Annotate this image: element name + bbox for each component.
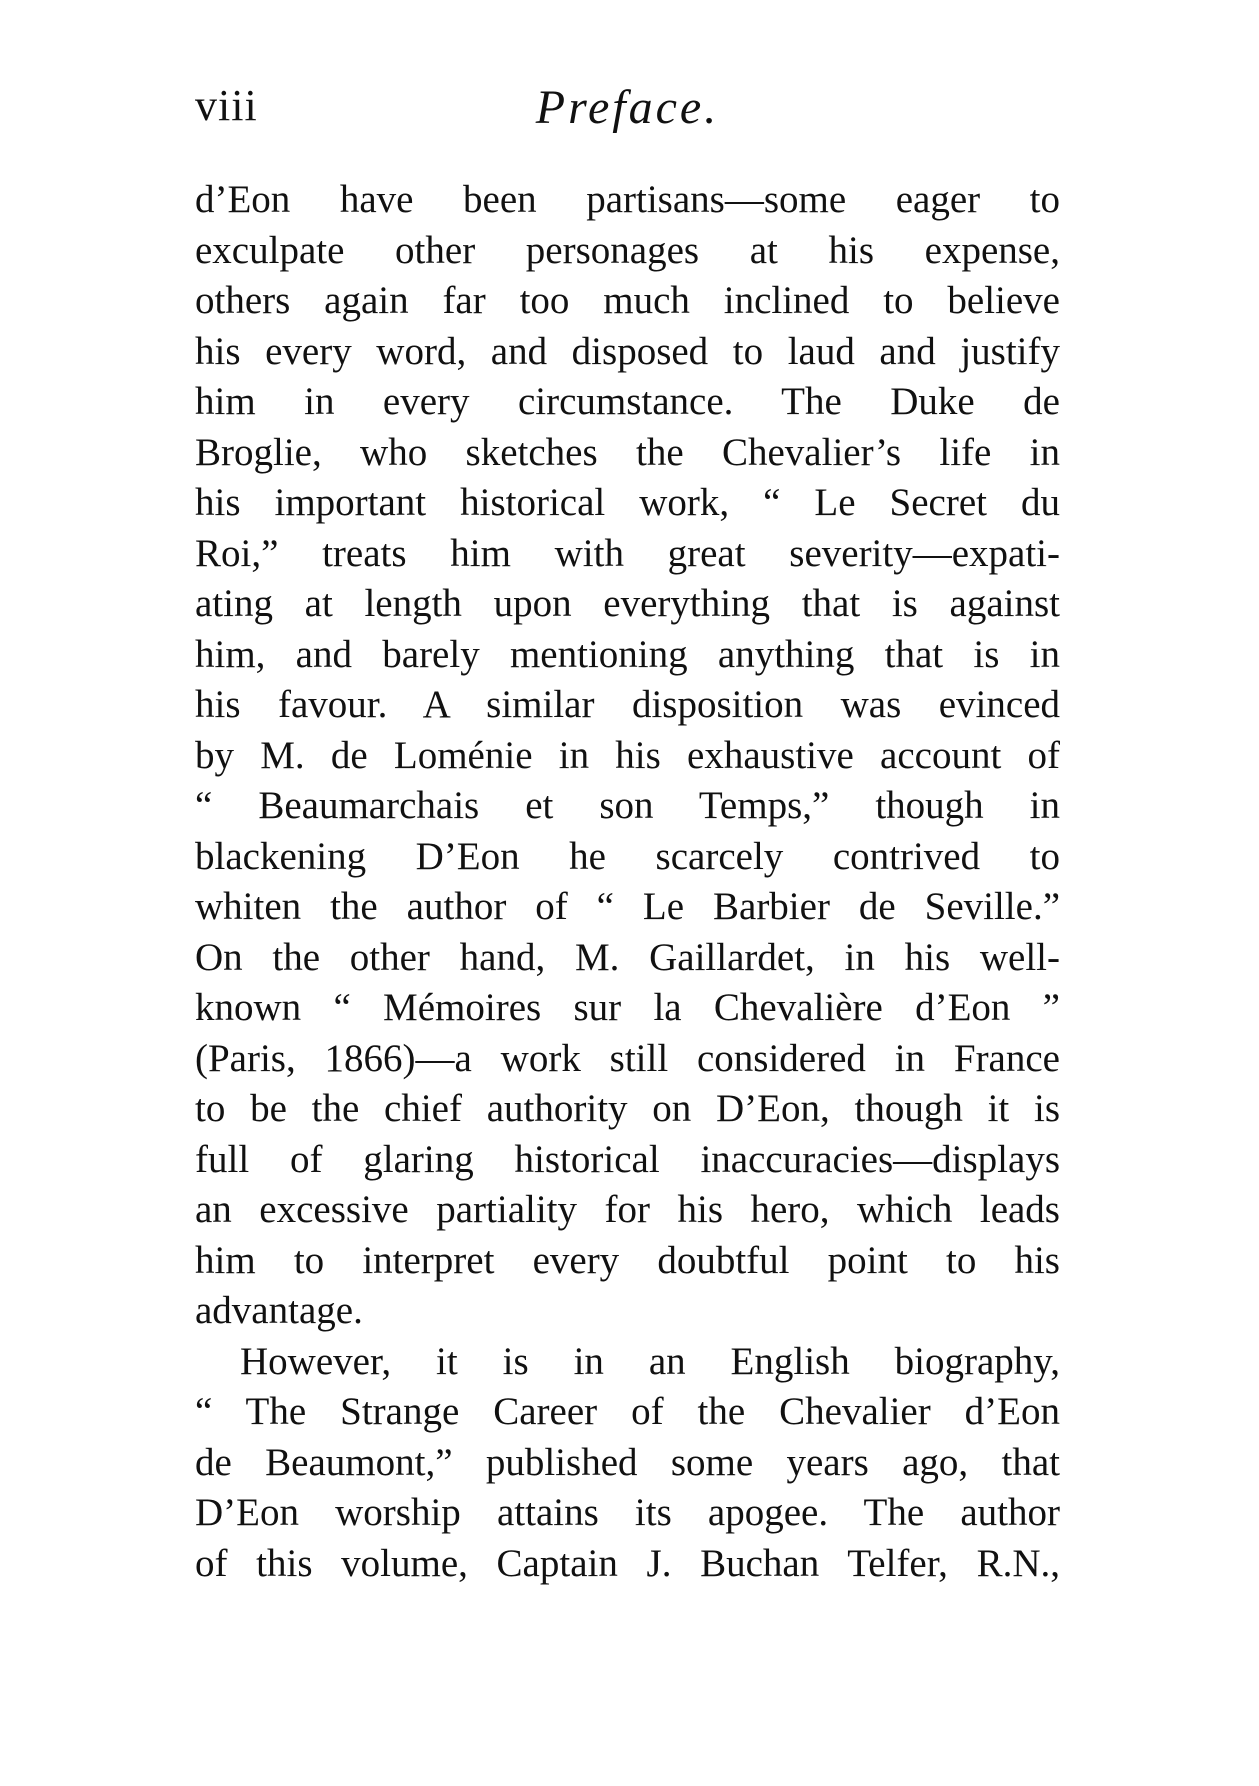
- running-head: [195, 80, 1060, 142]
- text-line: known “ Mémoires sur la Chevalière d’Eon ”: [195, 986, 1060, 1029]
- text-line: him, and barely mentioning anything that is in: [195, 632, 1060, 676]
- text-line: his favour. A similar disposition was evinced: [195, 683, 1060, 726]
- text-line: advantage.: [195, 1289, 363, 1332]
- text-line: de Beaumont,” published some years ago, that: [195, 1440, 1060, 1484]
- text-line: him in every circumstance. The Duke de: [195, 380, 1060, 423]
- text-line: others again far too much inclined to believe: [195, 279, 1060, 322]
- text-line: of this volume, Captain J. Buchan Telfer, R.N.,: [195, 1541, 1060, 1585]
- text-line: an excessive partiality for his hero, which leads: [195, 1188, 1060, 1231]
- text-line: Roi,” treats him with great severity—expati-: [195, 531, 1060, 575]
- text-line: blackening D’Eon he scarcely contrived to: [195, 834, 1060, 878]
- text-line: On the other hand, M. Gaillardet, in his well-: [195, 935, 1060, 979]
- text-line: his every word, and disposed to laud and justify: [195, 329, 1060, 373]
- text-line: full of glaring historical inaccuracies—displays: [195, 1137, 1060, 1181]
- body-text: [195, 175, 1060, 1589]
- text-line: However, it is in an English biography,: [240, 1339, 1060, 1383]
- text-line: “ The Strange Career of the Chevalier d’Eon: [195, 1390, 1060, 1433]
- page-number: viii: [195, 81, 258, 130]
- text-line: exculpate other personages at his expense,: [195, 228, 1060, 272]
- paragraph: [195, 1337, 1060, 1590]
- text-line: to be the chief authority on D’Eon, though it is: [195, 1087, 1060, 1130]
- text-line: D’Eon worship attains its apogee. The author: [195, 1491, 1060, 1534]
- text-line: by M. de Loménie in his exhaustive account of: [195, 733, 1060, 777]
- running-title: Preface.: [535, 81, 720, 134]
- text-line: him to interpret every doubtful point to his: [195, 1238, 1060, 1282]
- text-line: his important historical work, “ Le Secret du: [195, 481, 1060, 524]
- text-line: Broglie, who sketches the Chevalier’s life in: [195, 430, 1060, 474]
- paragraph: [195, 175, 1060, 1337]
- text-line: d’Eon have been partisans—some eager to: [195, 178, 1060, 221]
- text-line: whiten the author of “ Le Barbier de Seville.”: [195, 885, 1060, 928]
- text-line: (Paris, 1866)—a work still considered in France: [195, 1036, 1060, 1080]
- text-line: ating at length upon everything that is against: [195, 582, 1060, 625]
- text-line: “ Beaumarchais et son Temps,” though in: [195, 784, 1060, 827]
